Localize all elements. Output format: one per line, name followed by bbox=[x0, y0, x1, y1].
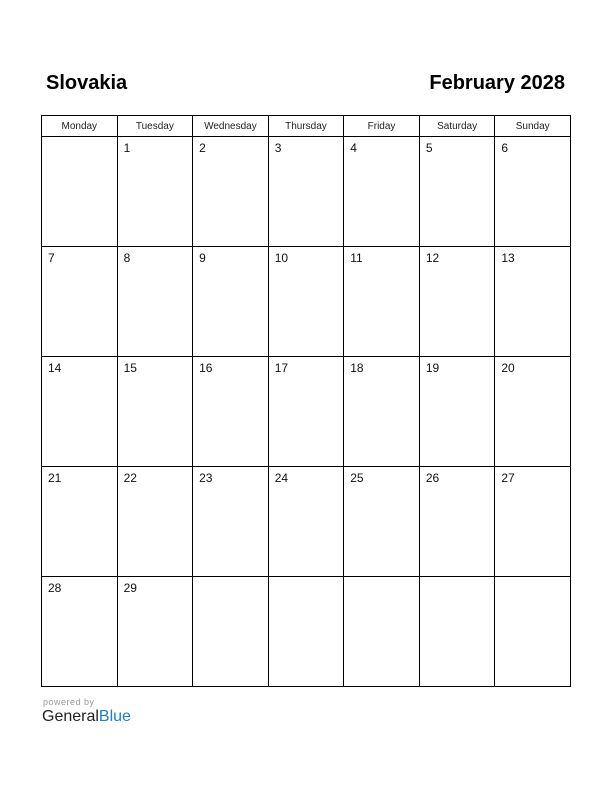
day-cell bbox=[117, 137, 193, 247]
day-cell bbox=[419, 577, 495, 687]
day-number: 14 bbox=[48, 361, 62, 375]
day-number: 8 bbox=[123, 251, 131, 265]
day-cell bbox=[419, 467, 495, 577]
day-number: 3 bbox=[274, 141, 282, 155]
day-cell bbox=[495, 577, 571, 687]
day-number: 24 bbox=[274, 471, 289, 485]
day-cell bbox=[344, 467, 420, 577]
day-number: 1 bbox=[123, 141, 131, 155]
country-title: Slovakia bbox=[46, 72, 128, 94]
day-cell bbox=[193, 467, 269, 577]
day-cell bbox=[344, 247, 420, 357]
day-cell bbox=[419, 357, 495, 467]
day-cell bbox=[495, 137, 571, 247]
day-cell bbox=[495, 467, 571, 577]
day-cell bbox=[193, 247, 269, 357]
day-cell bbox=[42, 137, 118, 247]
day-cell bbox=[42, 357, 118, 467]
week-row bbox=[42, 467, 571, 577]
day-cell bbox=[42, 577, 118, 687]
day-cell bbox=[117, 247, 193, 357]
day-number: 6 bbox=[501, 141, 509, 155]
day-number: 29 bbox=[123, 581, 137, 595]
day-cell bbox=[42, 467, 118, 577]
day-cell bbox=[193, 577, 269, 687]
week-row bbox=[42, 577, 571, 687]
day-number: 5 bbox=[425, 141, 433, 155]
week-row bbox=[42, 137, 571, 247]
day-number: 16 bbox=[199, 361, 213, 375]
day-number: 23 bbox=[199, 471, 213, 485]
day-number: 12 bbox=[425, 251, 440, 265]
day-cell bbox=[268, 137, 344, 247]
weekday-header: Friday bbox=[344, 116, 420, 137]
day-number: 10 bbox=[274, 251, 289, 265]
day-cell bbox=[344, 137, 420, 247]
day-cell bbox=[117, 467, 193, 577]
day-number: 28 bbox=[48, 581, 62, 595]
weekday-header: Wednesday bbox=[193, 116, 269, 137]
day-number: 17 bbox=[274, 361, 289, 375]
weekday-header: Tuesday bbox=[117, 116, 193, 137]
day-cell bbox=[495, 247, 571, 357]
day-cell bbox=[268, 467, 344, 577]
day-number: 18 bbox=[350, 361, 364, 375]
weekday-header: Sunday bbox=[495, 116, 571, 137]
day-number bbox=[193, 577, 268, 581]
day-number: 2 bbox=[199, 141, 206, 155]
day-number bbox=[344, 577, 419, 581]
day-number bbox=[42, 137, 117, 141]
day-cell bbox=[419, 137, 495, 247]
day-number: 9 bbox=[199, 251, 206, 265]
day-number bbox=[420, 577, 495, 581]
day-cell bbox=[42, 247, 118, 357]
generalblue-logo bbox=[42, 708, 131, 726]
day-cell bbox=[268, 247, 344, 357]
day-number: 15 bbox=[123, 361, 137, 375]
day-cell bbox=[268, 577, 344, 687]
day-number: 20 bbox=[501, 361, 515, 375]
day-number bbox=[269, 577, 344, 581]
weekday-header-row bbox=[42, 116, 571, 137]
week-row bbox=[42, 247, 571, 357]
weekday-header: Saturday bbox=[419, 116, 495, 137]
day-number: 7 bbox=[48, 251, 55, 265]
day-cell bbox=[193, 357, 269, 467]
week-row bbox=[42, 357, 571, 467]
day-number: 21 bbox=[48, 471, 62, 485]
brand-blue-text: Blue bbox=[98, 708, 131, 725]
day-cell bbox=[344, 357, 420, 467]
day-number bbox=[495, 577, 570, 581]
powered-by-text: powered by bbox=[43, 697, 95, 707]
day-number: 13 bbox=[501, 251, 515, 265]
day-cell bbox=[268, 357, 344, 467]
day-cell bbox=[419, 247, 495, 357]
day-number: 4 bbox=[350, 141, 357, 155]
calendar-grid bbox=[41, 115, 571, 687]
day-number: 26 bbox=[425, 471, 440, 485]
day-cell bbox=[193, 137, 269, 247]
month-title: February 2028 bbox=[429, 72, 565, 94]
day-cell bbox=[344, 577, 420, 687]
weekday-header: Monday bbox=[42, 116, 118, 137]
day-number: 19 bbox=[425, 361, 440, 375]
day-cell bbox=[117, 357, 193, 467]
day-cell bbox=[117, 577, 193, 687]
brand-general-text: General bbox=[42, 708, 99, 725]
day-number: 27 bbox=[501, 471, 515, 485]
weekday-header: Thursday bbox=[268, 116, 344, 137]
day-number: 25 bbox=[350, 471, 364, 485]
day-number: 11 bbox=[350, 251, 363, 265]
day-cell bbox=[495, 357, 571, 467]
day-number: 22 bbox=[123, 471, 137, 485]
